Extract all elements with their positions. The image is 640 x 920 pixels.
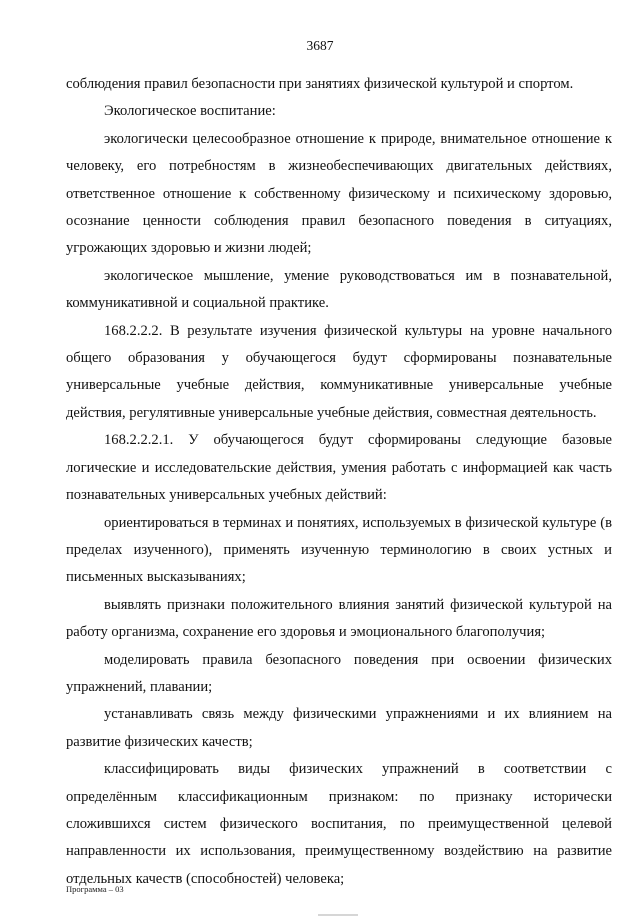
page-number: 3687 [306, 38, 334, 53]
list-item-safety-modeling: моделировать правила безопасного поведения при освоении физических упражнений, плавании; [66, 651, 612, 695]
paragraph-heading-ecological: Экологическое воспитание: [104, 103, 276, 120]
document-body [66, 71, 612, 893]
paragraph-section-168-2-2-2: 168.2.2.2. В результате изучения физической культуры на уровне начального общего образования у обучающегося будут сформированы познавательные универсальные учебные действия, коммуникативные универсальные учебные действия, регулятивные универсальные учебные действия, совместная деятельность. [66, 322, 612, 421]
list-item-classification: классифицировать виды физических упражнений в соответствии с определённым классификационным признаком: по признаку исторически сложившихся систем физического воспитания, по преимущественной целевой направленности их использования, преимущественному воздействию на развитие отдельных качеств (способностей) человека; [66, 761, 612, 887]
paragraph-continuation: соблюдения правил безопасности при занятиях физической культурой и спортом. [66, 76, 574, 92]
list-item-terminology: ориентироваться в терминах и понятиях, используемых в физической культуре (в пределах изученного), применять изученную терминологию в своих устных и письменных высказываниях; [66, 514, 612, 586]
paragraph-ecological-attitude: экологически целесообразное отношение к природе, внимательное отношение к человеку, его потребностям в жизнеобеспечивающих двигательных действиях, ответственное отношение к собственному физическому и психическому здоровью, осознание ценности соблюдения правил безопасного поведения в ситуациях, угрожающих здоровью и жизни людей; [66, 130, 612, 257]
scan-edge-mark [318, 914, 358, 916]
list-item-positive-influence: выявлять признаки положительного влияния занятий физической культурой на работу организма, сохранение его здоровья и эмоционального благополучия; [66, 596, 612, 641]
list-item-exercise-relationship: устанавливать связь между физическими упражнениями и их влиянием на развитие физических качеств; [66, 706, 612, 750]
paragraph-ecological-thinking: экологическое мышление, умение руководствоваться им в познавательной, коммуникативной и социальной практике. [66, 267, 612, 312]
paragraph-section-168-2-2-2-1: 168.2.2.2.1. У обучающегося будут сформированы следующие базовые логические и исследовательские действия, умения работать с информацией как часть познавательных универсальных учебных действий: [66, 432, 612, 504]
page-footer: Программа – 03 [66, 884, 124, 894]
